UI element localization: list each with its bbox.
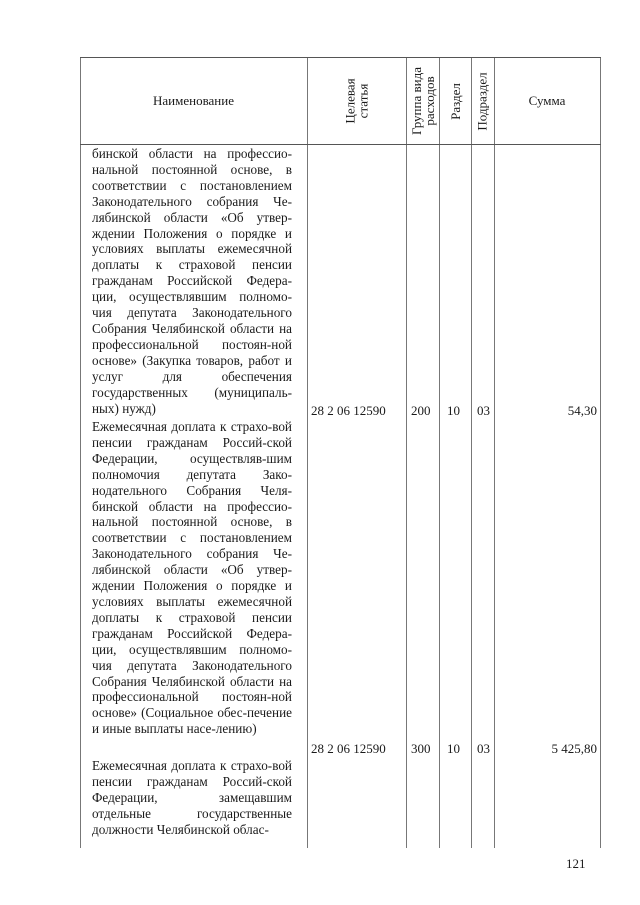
header-name: Наименование <box>153 93 234 108</box>
row-1-target: 28 2 06 12590 <box>311 403 386 418</box>
header-expense-group: Группа вида расходов <box>408 67 437 135</box>
header-divider <box>80 144 601 145</box>
header-target-article: Целевая статья <box>342 78 371 124</box>
page-number: 121 <box>566 856 586 871</box>
column-divider <box>406 58 407 848</box>
row-2-subsection: 03 <box>477 741 490 756</box>
column-divider <box>471 58 472 848</box>
row-1-subsection: 03 <box>477 403 490 418</box>
row-2-target: 28 2 06 12590 <box>311 741 386 756</box>
row-1-group: 200 <box>411 403 431 418</box>
row-2-sum: 5 425,80 <box>551 741 597 756</box>
row-2-group: 300 <box>411 741 431 756</box>
table-border-left <box>80 58 81 848</box>
header-section: Раздел <box>447 82 463 120</box>
row-1-sum: 54,30 <box>567 403 597 418</box>
header-subsection: Подраздел <box>475 71 491 131</box>
row-3-name: Ежемесячная доплата к страхо-вой пенсии гражданам Россий-ской Федерации, замещавшим отдельные государственные должности Челябинской облас- <box>92 758 292 837</box>
column-divider <box>494 58 495 848</box>
table-border-right <box>600 58 601 848</box>
column-divider <box>439 58 440 848</box>
column-divider <box>307 58 308 848</box>
row-1-section: 10 <box>447 403 460 418</box>
header-sum: Сумма <box>528 93 566 108</box>
row-2-name: Ежемесячная доплата к страхо-вой пенсии гражданам Россий-ской Федерации, осуществляв-шим полномочия депутата Зако-нодательного Собрания Челя-бинской области на профессио-нальной постоянной основе, в соответствии с постановлением Законодательного собрания Че-лябинской области «Об утвер-ждении Положения о порядке и условиях выплаты ежемесячной доплаты к страховой пенсии гражданам Российской Федера-ции, осуществлявшим полномо-чия депутата Законодательного Собрания Челябинской области на профессиональной постоян-ной основе» (Социальное обес-печение и иные выплаты насе-лению) <box>92 419 292 737</box>
row-1-name: бинской области на профессио-нальной постоянной основе, в соответствии с постановлением Законодательного собрания Че-лябинской области «Об утвер-ждении Положения о порядке и условиях выплаты ежемесячной доплаты к страховой пенсии гражданам Российской Федера-ции, осуществлявшим полномо-чия депутата Законодательного Собрания Челябинской области на профессиональной постоян-ной основе» (Закупка товаров, работ и услуг для обеспечения государственных (муниципаль-ных) нужд) <box>92 146 292 416</box>
row-2-section: 10 <box>447 741 460 756</box>
